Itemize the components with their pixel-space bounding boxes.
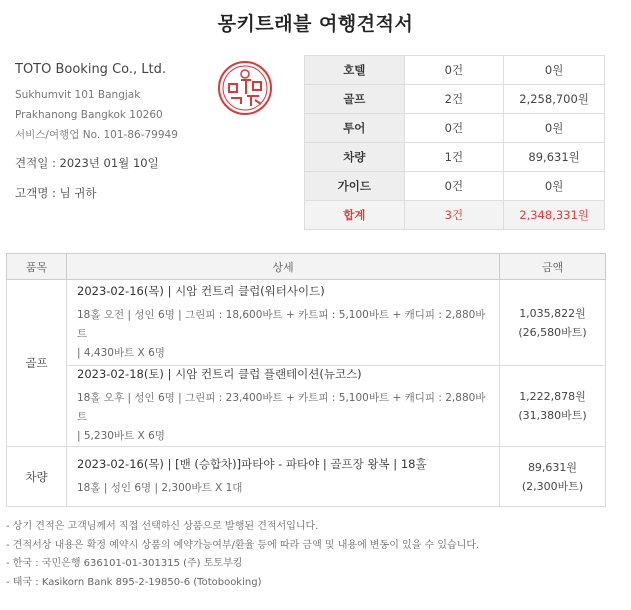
quote-date: 견적일 : 2023년 01월 10일	[15, 156, 159, 170]
summary-row	[305, 172, 605, 201]
summary-table	[304, 55, 605, 230]
item-amount	[500, 366, 606, 447]
company-license: 서비스/여행업 No. 101-86-79949	[15, 129, 178, 141]
table-row	[7, 280, 606, 366]
company-name: TOTO Booking Co., Ltd.	[15, 62, 166, 77]
summary-amount: 0원	[504, 56, 605, 85]
company-seal-icon	[217, 60, 273, 116]
summary-count: 0건	[404, 172, 504, 201]
item-amount-krw: 1,222,878원	[519, 390, 586, 403]
document-title: 몽키트래블 여행견적서	[217, 13, 414, 35]
summary-amount: 2,258,700원	[504, 85, 605, 114]
summary-label: 투어	[305, 114, 405, 143]
category-golf: 골프	[7, 280, 67, 447]
total-amount: 2,348,331원	[504, 201, 605, 230]
item-amount-thb: (31,380바트)	[518, 409, 587, 422]
header-desc: 상세	[67, 254, 500, 280]
item-sub: 18홀 | 성인 6명 | 2,300바트 X 1대	[77, 481, 243, 494]
item-desc	[67, 280, 500, 366]
summary-amount: 0원	[504, 114, 605, 143]
item-head: 2023-02-16(목) | 시암 컨트리 클럽(워터사이드)	[77, 283, 325, 298]
summary-amount: 89,631원	[504, 143, 605, 172]
note-line: - 태국 : Kasikorn Bank 895-2-19850-6 (Totobooking)	[6, 576, 262, 588]
summary-label: 호텔	[305, 56, 405, 85]
summary-row	[305, 56, 605, 85]
summary-amount: 0원	[504, 172, 605, 201]
item-desc	[67, 366, 500, 447]
customer-name: 고객명 : 님 귀하	[15, 186, 97, 200]
table-row	[7, 366, 606, 447]
table-row	[7, 447, 606, 507]
summary-label: 가이드	[305, 172, 405, 201]
notes-section	[6, 518, 606, 592]
item-amount	[500, 280, 606, 366]
note-line: - 한국 : 국민은행 636101-01-301315 (주) 토토부킹	[6, 558, 243, 569]
total-label: 합계	[305, 201, 405, 230]
total-count: 3건	[404, 201, 504, 230]
summary-count: 0건	[404, 114, 504, 143]
item-amount-krw: 89,631원	[527, 460, 578, 474]
item-amount-krw: 1,035,822원	[519, 306, 586, 320]
summary-row	[305, 114, 605, 143]
item-amount-thb: (2,300바트)	[521, 479, 584, 493]
summary-count: 2건	[404, 85, 504, 114]
item-sub: 18홀 오전 | 성인 6명 | 그린피 : 18,600바트 + 카트피 : 5,100바트 + 캐디피 : 2,880바트	[77, 308, 486, 340]
item-amount-thb: (26,580바트)	[518, 325, 587, 339]
summary-row	[305, 143, 605, 172]
detail-header-row	[7, 254, 606, 280]
item-head: 2023-02-18(토) | 시암 컨트리 클럽 플랜테이션(뉴코스)	[77, 367, 362, 381]
summary-label: 차량	[305, 143, 405, 172]
header-category: 품목	[7, 254, 67, 280]
item-amount	[500, 447, 606, 507]
summary-count: 0건	[404, 56, 504, 85]
item-sub: 18홀 오후 | 성인 6명 | 그린피 : 23,400바트 + 카트피 : 5,100바트 + 캐디피 : 2,880바트	[77, 392, 486, 423]
company-address-2: Prakhanong Bangkok 10260	[15, 109, 163, 121]
item-sub: | 5,230바트 X 6명	[77, 430, 165, 442]
header-amount: 금액	[500, 254, 606, 280]
summary-total-row	[305, 201, 605, 230]
note-line: - 상기 견적은 고객님께서 직접 선택하신 상품으로 발행된 견적서입니다.	[6, 521, 319, 532]
item-sub: | 4,430바트 X 6명	[77, 346, 165, 359]
summary-row	[305, 85, 605, 114]
category-vehicle: 차량	[7, 447, 67, 507]
detail-table	[6, 253, 606, 507]
item-desc	[67, 447, 500, 507]
company-address-1: Sukhumvit 101 Bangjak	[15, 89, 141, 101]
summary-count: 1건	[404, 143, 504, 172]
note-line: - 견적서상 내용은 확정 예약시 상품의 예약가능여부/환율 등에 따라 금액 및 내용에 변동이 있을 수 있습니다.	[6, 539, 480, 551]
summary-label: 골프	[305, 85, 405, 114]
item-head: 2023-02-16(목) | [밴 (승합차)]파타야 - 파타야 | 골프장 왕복 | 18홀	[77, 456, 427, 471]
